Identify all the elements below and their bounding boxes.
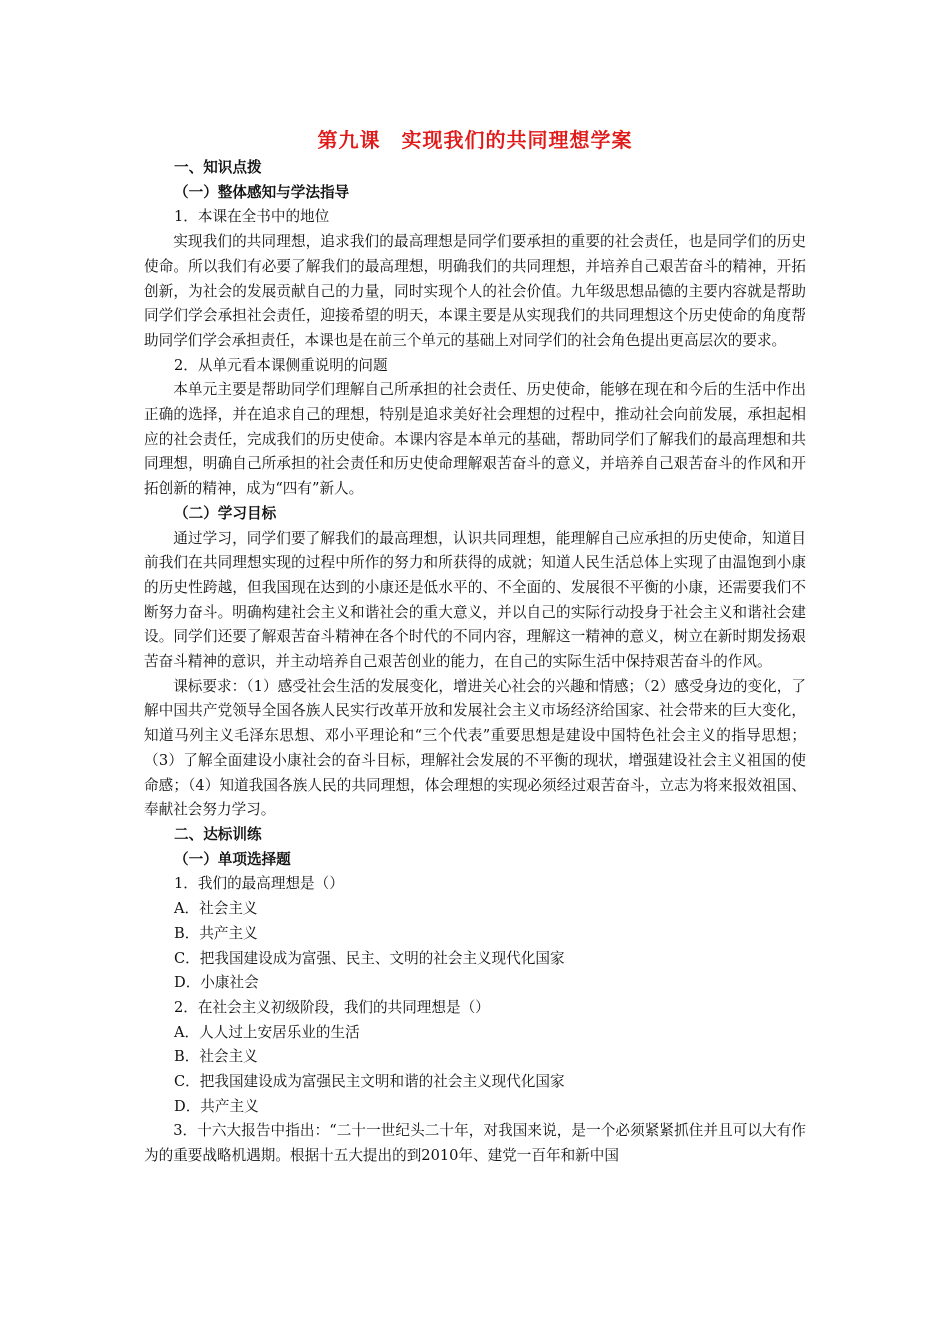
paragraph-position: 实现我们的共同理想，追求我们的最高理想是同学们要承担的重要的社会责任，也是同学们的历史使命。所以我们有必要了解我们的最高理想，明确我们的共同理想，并培养自己艰苦奋斗的精神，开拓创新，为社会的发展贡献自己的力量，同时实现个人的社会价值。九年级思想品德的主要内容就是帮助同学们学会承担社会责任，迎接希望的明天，本课主要是从实现我们的共同理想这个历史使命的角度帮助同学们学会承担责任，本课也是在前三个单元的基础上对同学们的社会角色提出更高层次的要求。	[144, 233, 806, 349]
document-body	[144, 128, 806, 1169]
item-heading-position: 1．本课在全书中的地位	[174, 208, 330, 226]
paragraph-unit-focus: 本单元主要是帮助同学们理解自己所承担的社会责任、历史使命，能够在现在和今后的生活中作出正确的选择，并在追求自己的理想，特别是追求美好社会理想的过程中，推动社会向前发展，承担起相应的社会责任，完成我们的历史使命。本课内容是本单元的基础，帮助同学们了解我们的最高理想和共同理想，明确自己所承担的社会责任和历史使命理解艰苦奋斗的意义，并培养自己艰苦奋斗的作风和开拓创新的精神，成为“四有”新人。	[144, 381, 806, 498]
question-3-stem: 3．十六大报告中指出：“二十一世纪头二十年，对我国来说，是一个必须紧紧抓住并且可以大有作为的重要战略机遇期。根据十五大提出的到2010年、建党一百年和新中国	[144, 1122, 806, 1165]
subsection-heading-overview: （一）整体感知与学法指导	[174, 183, 350, 201]
section-heading-exercises: 二、达标训练	[174, 825, 262, 843]
question-1-option-b: B．共产主义	[174, 924, 258, 942]
section-heading-knowledge: 一、知识点拨	[174, 159, 262, 176]
subsection-heading-goals: （二）学习目标	[174, 504, 277, 522]
document-title: 第九课 实现我们的共同理想学案	[317, 128, 633, 152]
question-2-option-c: C．把我国建设成为富强民主文明和谐的社会主义现代化国家	[174, 1073, 565, 1091]
question-2-stem: 2．在社会主义初级阶段，我们的共同理想是（）	[174, 998, 490, 1016]
question-2-option-d: D．共产主义	[174, 1097, 259, 1115]
question-2-option-b: B．社会主义	[174, 1048, 258, 1066]
question-2-option-a: A．人人过上安居乐业的生活	[174, 1023, 360, 1041]
paragraph-standards: 课标要求：（1）感受社会生活的发展变化，增进关心社会的兴趣和情感；（2）感受身边的变化，了解中国共产党领导全国各族人民实行改革开放和发展社会主义市场经济给国家、社会带来的巨大变化，知道马列主义毛泽东思想、邓小平理论和“三个代表”重要思想是建设中国特色社会主义的指导思想；（3）了解全面建设小康社会的奋斗目标，理解社会发展的不平衡的现状，增强建设社会主义祖国的使命感；（4）知道我国各族人民的共同理想，体会理想的实现必须经过艰苦奋斗，立志为将来报效祖国、奉献社会努力学习。	[144, 677, 806, 819]
item-heading-unit-focus: 2．从单元看本课侧重说明的问题	[174, 356, 388, 374]
question-1-stem: 1．我们的最高理想是（）	[174, 875, 344, 893]
question-1-option-c: C．把我国建设成为富强、民主、文明的社会主义现代化国家	[174, 949, 565, 967]
question-1-option-a: A．社会主义	[174, 900, 258, 918]
subsection-heading-single-choice: （一）单项选择题	[174, 850, 291, 868]
paragraph-goals: 通过学习，同学们要了解我们的最高理想，认识共同理想，能理解自己应承担的历史使命，知道目前我们在共同理想实现的过程中所作的努力和所获得的成就；知道人民生活总体上实现了由温饱到小康的历史性跨越，但我国现在达到的小康还是低水平的、不全面的、发展很不平衡的小康，还需要我们不断努力奋斗。明确构建社会主义和谐社会的重大意义，并以自己的实际行动投身于社会主义和谐社会建设。同学们还要了解艰苦奋斗精神在各个时代的不同内容，理解这一精神的意义，树立在新时期发扬艰苦奋斗精神的意识，并主动培养自己艰苦创业的能力，在自己的实际生活中保持艰苦奋斗的作风。	[144, 529, 806, 671]
question-1-option-d: D．小康社会	[174, 974, 259, 992]
